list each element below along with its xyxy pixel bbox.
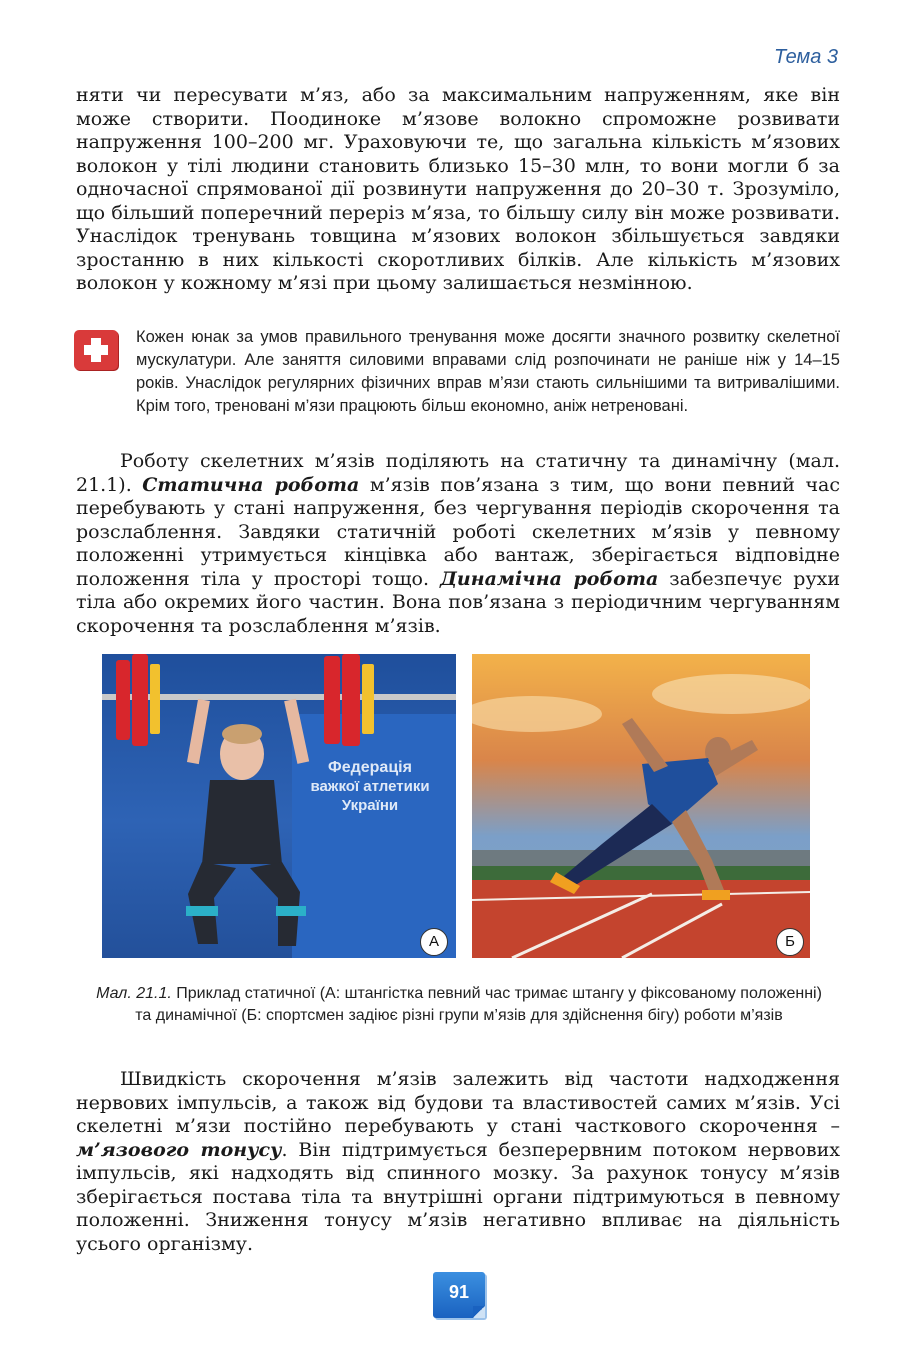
banner-text-line3: України	[341, 797, 399, 814]
paragraph-text: Роботу скелетних м’язів поділяють на статичну та динамічну (мал. 21.1).	[76, 450, 840, 496]
photo-label-a: А	[420, 928, 448, 956]
paragraph-text: м’язів пов’язана з тим, що вони певний час перебувають у стані напруження, без чергування періодів скорочення та розслаблення. Завдяки статичній роботі скелетних м’язів у певному положенні утримується кінцівка або вантаж, зберігається відповідне положення тіла у просторі тощо.	[76, 473, 840, 590]
paragraph-work-types	[76, 450, 840, 638]
paragraph-muscle-strength: няти чи пересувати м’яз, або за максимальним напруженням, яке він може створити. Поодиноке м’язове волокно спроможне розвивати напруження 100–200 мг. Ураховуючи те, що загальна кількість м’язових волокон у тілі людини становить близько 15–30 млн, то вони могли б за одночасної спрямованої дії розвинути напруження до 20–30 т. Зрозуміло, що більший поперечний переріз м’яза, то більшу силу він може розвивати. Унаслідок тренувань товщина м’язових волокон збільшується завдяки зростанню в них кількості скоротливих білків. Але кількість м’язових волокон у кожному м’язі при цьому залишається незмінною.	[76, 84, 840, 294]
photo-label-b: Б	[776, 928, 804, 956]
term-muscle-tone: м’язового тонусу	[76, 1138, 282, 1161]
photo-sprinter	[472, 654, 810, 958]
paragraph-text: забезпечує рухи тіла або окремих його частин. Вона пов’язана з періодичним чергуванням скорочення та розслаблення м’язів.	[76, 567, 841, 637]
paragraph-text: . Він підтримується безперервним потоком нервових імпульсів, які надходять від спинного мозку. За рахунок тонусу м’язів зберігається постава тіла та внутрішні органи підтримуються в певному положенні. Зниження тонусу м’язів негативно впливає на діяльність усього організму.	[76, 1138, 840, 1255]
topic-header: Тема 3	[774, 46, 838, 68]
paragraph-muscle-tone	[76, 1068, 840, 1256]
figure-number: Мал. 21.1.	[96, 985, 172, 1002]
health-note: Кожен юнак за умов правильного тренування може досягти значного розвитку скелетної мускулатури. Але заняття силовими вправами слід розпочинати не раніше ніж у 14–15 років. Унаслідок регулярних фізичних вправ м’язи стають сильнішими та витривалішими. Крім того, треновані м’язи працюють більш економно, аніж нетреновані.	[136, 328, 840, 415]
term-static-work: Статична робота	[142, 473, 360, 496]
caption-text: Приклад статичної (А: штангістка певний час тримає штангу у фіксованому положенні) та динамічної (Б: спортсмен задіює різні групи м’язів для здійснення бігу) роботи м’язів	[135, 985, 822, 1024]
photo-weightlifter	[102, 654, 456, 958]
page-number	[433, 1272, 485, 1318]
figure-caption	[96, 983, 822, 1026]
banner-text-line1: Федерація	[328, 759, 412, 776]
term-dynamic-work: Динамічна робота	[440, 567, 659, 590]
first-aid-plus-icon	[74, 330, 118, 370]
page-number-text: 91	[448, 1282, 470, 1302]
banner-text-line2: важкої атлетики	[310, 778, 430, 795]
paragraph-text: Швидкість скорочення м’язів залежить від частоти надходження нервових імпульсів, а також від будови та властивостей самих м’язів. Усі скелетні м’язи постійно перебувають у стані часткового скорочення –	[76, 1068, 840, 1137]
